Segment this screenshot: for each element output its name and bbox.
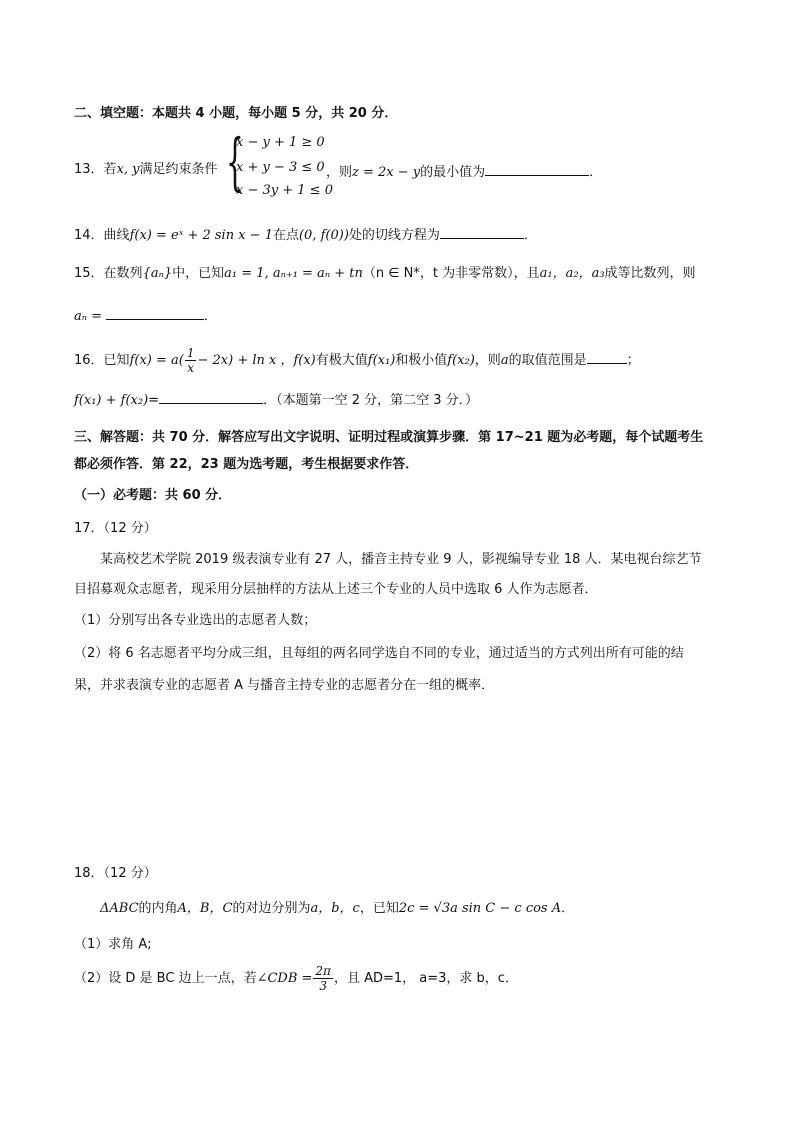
section-3-header-line-2: 都必须作答．第 22，23 题为选考题，考生根据要求作答． bbox=[74, 457, 419, 472]
q17-subquestion-2-line-2: 果，并求表演专业的志愿者 A 与播音主持专业的志愿者分在一组的概率． bbox=[74, 678, 495, 693]
q13-constraint-3: x − 3y + 1 ≤ 0 bbox=[236, 183, 333, 198]
q16-frac-den: x bbox=[187, 361, 195, 375]
q17-subquestion-1: （1）分别写出各专业选出的志愿者人数； bbox=[74, 613, 317, 628]
question-15 bbox=[74, 265, 696, 283]
q16-answer-blank-1[interactable] bbox=[587, 349, 627, 364]
q18-fraction bbox=[313, 964, 333, 993]
q13-constraint-2: x + y − 3 ≤ 0 bbox=[236, 160, 325, 175]
q16-fx2: f(x₂) bbox=[447, 353, 475, 368]
q16-sum: f(x₁) + f(x₂) bbox=[74, 393, 149, 408]
q15-an: aₙ = bbox=[74, 309, 103, 324]
q16-f-rhs: − 2x) + ln x ， bbox=[197, 353, 294, 368]
q16-fx: f(x) bbox=[293, 353, 316, 368]
q17-paragraph-line-2: 目招募观众志愿者，现采用分层抽样的方法从上述三个专业的人员中选取 6 人作为志愿者． bbox=[74, 582, 598, 597]
q13-end: ． bbox=[589, 165, 603, 180]
q14-text-c: 处的切线方程为 bbox=[348, 228, 440, 243]
q14-end: ． bbox=[523, 228, 537, 243]
q15-a1: a₁ = 1, bbox=[224, 266, 269, 281]
q17-number: 17．（12 分） bbox=[74, 521, 157, 536]
q15-text-c: 成等比数列，则 bbox=[604, 266, 696, 281]
q16-end-1: ； bbox=[626, 353, 640, 368]
q13-text-a: 若 bbox=[103, 162, 117, 177]
q17-subquestion-2-line-1: （2）将 6 名志愿者平均分成三组，且每组的两名同学选自不同的专业，通过适当的方式列出所有可能的结 bbox=[74, 646, 684, 661]
section-3-subheader: （一）必考题：共 60 分． bbox=[74, 488, 232, 503]
q14-answer-blank[interactable] bbox=[440, 224, 524, 239]
q18-s2-text-c: ，且 AD=1， a=3，求 b，c． bbox=[333, 971, 518, 986]
q16-text-d: ，则 bbox=[474, 353, 501, 368]
q17-paragraph-line-1: 某高校艺术学院 2019 级表演专业有 27 人，播音主持专业 9 人，影视编导专业 18 人．某电视台综艺节 bbox=[100, 552, 702, 567]
q18-number: 18．（12 分） bbox=[74, 866, 157, 881]
q15-number: 15． bbox=[74, 266, 104, 281]
q18-angles: A，B，C bbox=[177, 901, 233, 916]
q18-triangle: ΔABC bbox=[100, 901, 139, 916]
q13-vars: x, y bbox=[116, 162, 140, 177]
q13-text-b: 满足约束条件 bbox=[139, 162, 218, 177]
q18-frac-den: 3 bbox=[319, 979, 327, 993]
q15-terms: a₁，a₂，a₃ bbox=[539, 266, 605, 281]
q16-a: a bbox=[500, 353, 509, 368]
q15-sequence: {aₙ} bbox=[142, 266, 173, 281]
q15-recurrence: aₙ₊₁ = aₙ + tn bbox=[272, 266, 363, 281]
q14-function: f(x) = eˣ + 2 sin x − 1 bbox=[129, 228, 273, 243]
q16-text-a: 已知 bbox=[103, 353, 130, 368]
q18-text-h: ． bbox=[561, 901, 575, 916]
q15-end: ． bbox=[204, 309, 218, 324]
q18-text-f: ，已知 bbox=[359, 901, 399, 916]
q16-text-e: 的取值范围是 bbox=[508, 353, 587, 368]
q16-note: ．（本题第一空 2 分，第二空 3 分．） bbox=[263, 393, 479, 408]
q18-sides: a，b，c bbox=[310, 901, 360, 916]
q16-text-b: 有极大值 bbox=[315, 353, 368, 368]
q13-text-c: ，则 bbox=[326, 165, 353, 180]
q14-text-b: 在点 bbox=[272, 228, 299, 243]
q16-eq: = bbox=[148, 393, 160, 408]
q16-text-c: 和极小值 bbox=[395, 353, 448, 368]
q15-condition: （n ∈ N*，t 为非零常数），且 bbox=[362, 266, 540, 281]
q18-equation: 2c = √3a sin C − c cos A bbox=[398, 901, 562, 916]
q14-text-a: 曲线 bbox=[103, 228, 130, 243]
q13-text-d: 的最小值为 bbox=[420, 165, 486, 180]
q16-fraction bbox=[185, 346, 197, 375]
q13-answer-blank[interactable] bbox=[485, 161, 589, 176]
q13-number: 13． bbox=[74, 162, 104, 177]
q18-frac-num: 2π bbox=[315, 964, 331, 978]
q16-answer-blank-2[interactable] bbox=[159, 389, 263, 404]
q14-point: (0, f(0)) bbox=[298, 228, 349, 243]
section-2-header: 二、填空题：本题共 4 小题，每小题 5 分，共 20 分． bbox=[74, 106, 398, 121]
q14-number: 14． bbox=[74, 228, 104, 243]
q18-text-b: 的内角 bbox=[138, 901, 178, 916]
question-14 bbox=[74, 224, 537, 245]
q15-text-b: 中，已知 bbox=[172, 266, 225, 281]
q16-f-lhs: f(x) = a( bbox=[129, 353, 184, 368]
q16-number: 16． bbox=[74, 353, 104, 368]
q16-fx1: f(x₁) bbox=[367, 353, 396, 368]
q18-text-d: 的对边分别为 bbox=[232, 901, 311, 916]
q18-subquestion-1: （1）求角 A; bbox=[74, 937, 152, 952]
q13-constraint-1: x − y + 1 ≥ 0 bbox=[236, 135, 325, 150]
q15-answer-blank[interactable] bbox=[106, 305, 204, 320]
q18-subquestion-2 bbox=[74, 964, 518, 994]
q18-angle-cdb: ∠CDB = bbox=[256, 971, 313, 986]
q13-expression: z = 2x − y bbox=[352, 165, 421, 180]
q15-text-a: 在数列 bbox=[103, 266, 143, 281]
q16-frac-num: 1 bbox=[186, 346, 195, 360]
section-3-header-line-1: 三、解答题：共 70 分．解答应写出文字说明、证明过程或演算步骤．第 17~21 题为必考题，每个试题考生 bbox=[74, 430, 704, 445]
q18-s2-text-a: （2）设 D 是 BC 边上一点，若 bbox=[74, 971, 257, 986]
q18-paragraph bbox=[100, 900, 574, 918]
question-16 bbox=[74, 346, 640, 375]
q13-brace: { bbox=[226, 125, 244, 198]
